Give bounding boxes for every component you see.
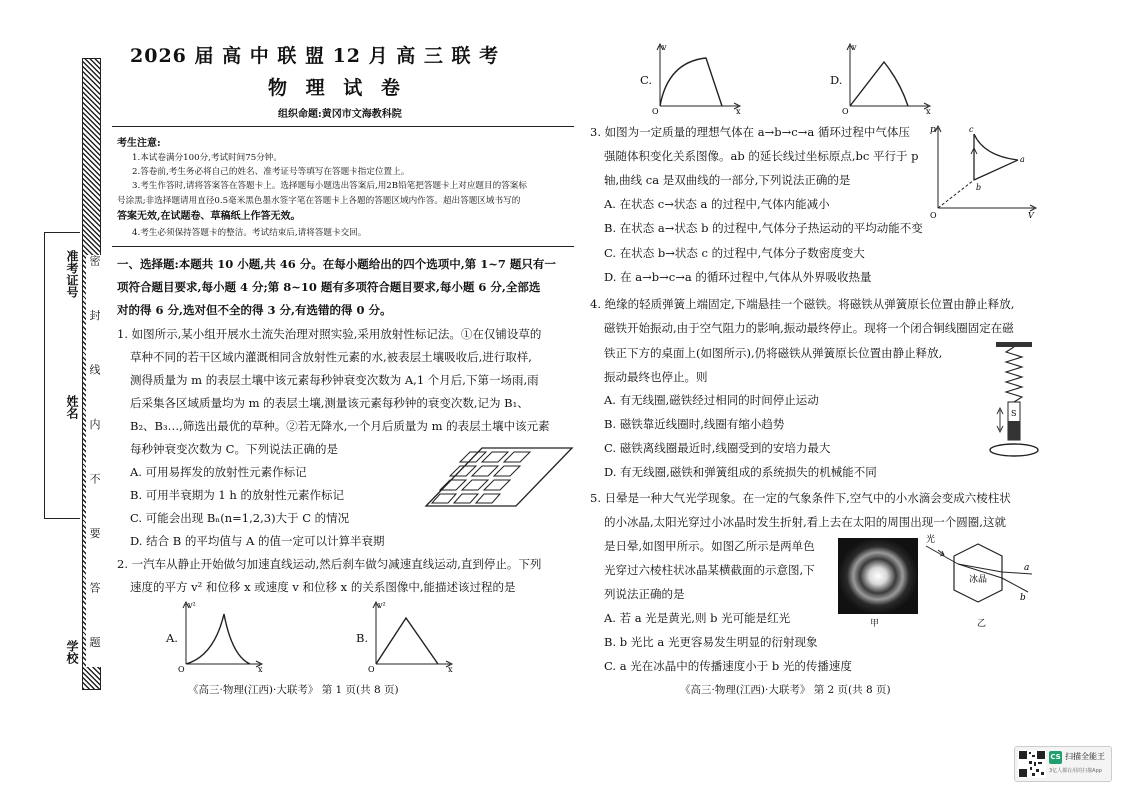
- notice-item-3: 3.考生作答时,请将答案答在答题卡上。选择题每小题选出答案后,用2B铅笔把答题卡上对应题目的答案标: [132, 181, 527, 191]
- q4-option-c: C. 磁铁离线圈最近时,线圈受到的安培力最大: [604, 441, 831, 455]
- notice-item-2: 2.答卷前,考生务必将自己的姓名、准考证号等填写在答题卡指定位置上。: [132, 167, 410, 177]
- svg-text:x: x: [258, 665, 263, 674]
- svg-text:V: V: [1028, 211, 1034, 220]
- notice-rule: [112, 246, 574, 247]
- svg-text:v: v: [852, 43, 857, 52]
- q5-ice-crystal-diagram: [924, 534, 1036, 624]
- q4-line-2: 磁铁开始振动,由于空气阻力的影响,振动最终停止。现将一个闭合铜线圈固定在磁: [604, 321, 1014, 335]
- q2-graph-a: [176, 598, 266, 674]
- q1-line-5: B₂、B₃…,筛选出最优的草种。②若无降水,一个月后质量为 m 的表层土壤中该元素: [130, 419, 550, 433]
- q1-line-3: 测得质量为 m 的表层土壤中该元素每秒钟衰变次数为 A,1 个月后,下第一场雨,雨: [130, 373, 539, 387]
- q4-spring-magnet-figure: [986, 338, 1046, 462]
- header-rule: [112, 126, 574, 127]
- notice-item-4: 4.考生必须保持答题卡的整洁。考试结束后,请将答题卡交回。: [132, 228, 367, 238]
- q5-line-2: 的小冰晶,太阳光穿过小冰晶时发生折射,看上去在太阳的周围出现一个圆圈,这就: [604, 515, 1006, 529]
- q3-line-2: 强随体积变化关系图像。ab 的延长线过坐标原点,bc 平行于 p: [604, 149, 919, 163]
- svg-text:O: O: [368, 665, 375, 674]
- q5-line-1: 5. 日晕是一种大气光学现象。在一定的气象条件下,空气中的小水滴会变成六棱柱状: [590, 491, 1011, 505]
- section1-line-2: 项符合题目要求,每小题 4 分;第 8~10 题有多项符合题目要求,每小题 6 分,全部选: [117, 280, 541, 294]
- svg-text:v²: v²: [188, 601, 196, 610]
- svg-text:x: x: [448, 665, 453, 674]
- svg-text:x: x: [736, 107, 741, 116]
- svg-text:x: x: [926, 107, 931, 116]
- organizer-line: 组织命题:黄冈市文海教科院: [278, 109, 402, 120]
- q2-graph-c-label: C.: [640, 73, 653, 87]
- q4-option-b: B. 磁铁靠近线圈时,线圈有缩小趋势: [604, 417, 785, 431]
- scanner-app-icon: CS: [1049, 751, 1062, 764]
- q4-line-3: 铁正下方的桌面上(如图所示),仍将磁铁从弹簧原长位置由静止释放,: [604, 346, 943, 360]
- q5-line-3: 是日晕,如图甲所示。如图乙所示是两单色: [604, 539, 815, 553]
- ice-label: 冰晶: [968, 575, 988, 585]
- qr-code-icon: [1018, 750, 1046, 778]
- q1-grass-plot-figure: [420, 440, 580, 512]
- svg-text:O: O: [930, 211, 937, 220]
- section1-line-3: 对的得 6 分,选对但不全的得 3 分,有选错的得 0 分。: [117, 303, 392, 317]
- q2-graph-b-label: B.: [356, 631, 369, 645]
- ray-b-label: b: [1020, 593, 1026, 603]
- q5-option-a: A. 若 a 光是黄光,则 b 光可能是红光: [604, 611, 791, 625]
- q2-line-1: 2. 一汽车从静止开始做匀加速直线运动,然后刹车做匀减速直线运动,直到停止。下列: [117, 557, 542, 571]
- q2-line-2: 速度的平方 v² 和位移 x 或速度 v 和位移 x 的关系图像中,能描述该过程的是: [130, 580, 516, 594]
- svg-text:O: O: [178, 665, 185, 674]
- svg-text:S: S: [1011, 409, 1017, 418]
- notice-item-3-cont: 号涂黑;非选择题请用直径0.5毫米黑色墨水签字笔在答题卡上各题的答题区域内作答。超出答题区域书写的: [117, 196, 521, 206]
- ray-a-label: a: [1024, 563, 1030, 573]
- school-label: 学校: [65, 640, 79, 664]
- q1-option-d: D. 结合 B 的平均值与 A 的值一定可以计算半衰期: [130, 534, 385, 548]
- q2-graph-b: [366, 598, 456, 674]
- section1-line-1: 一、选择题:本题共 10 小题,共 46 分。在每小题给出的四个选项中,第 1~7 题只有一: [117, 257, 556, 271]
- q5-line-5: 列说法正确的是: [604, 587, 685, 601]
- q5-option-c: C. a 光在冰晶中的传播速度小于 b 光的传播速度: [604, 659, 852, 673]
- exam-title: 2026 届 高 中 联 盟 12 月 高 三 联 考: [130, 45, 500, 67]
- svg-text:c: c: [969, 125, 974, 134]
- svg-text:v: v: [662, 43, 667, 52]
- q5-line-4: 光穿过六棱柱状冰晶某横截面的示意图,下: [604, 563, 815, 577]
- q5-halo-photo: [838, 538, 918, 614]
- q3-option-c: C. 在状态 b→状态 c 的过程中,气体分子数密度变大: [604, 246, 865, 260]
- notice-item-3-end: 答案无效,在试题卷、草稿纸上作答无效。: [117, 211, 301, 222]
- light-label: 光: [926, 535, 936, 545]
- name-label: 姓名: [65, 395, 79, 419]
- svg-text:p: p: [930, 125, 936, 135]
- q1-line-2: 草种不同的若干区域内灌溉相同含放射性元素的水,被表层土壤吸收后,进行取样,: [130, 350, 532, 364]
- scanner-tagline: 3亿人都在用的扫描App: [1049, 768, 1102, 774]
- q3-line-1: 3. 如图为一定质量的理想气体在 a→b→c→a 循环过程中气体压: [590, 125, 910, 139]
- svg-text:v²: v²: [378, 601, 386, 610]
- q5-option-b: B. b 光比 a 光更容易发生明显的衍射现象: [604, 635, 818, 649]
- q4-line-1: 4. 绝缘的轻质弹簧上端固定,下端悬挂一个磁铁。将磁铁从弹簧原长位置由静止释放,: [590, 297, 1015, 311]
- notice-item-1: 1.本试卷满分100分,考试时间75分钟。: [132, 153, 282, 163]
- q3-line-3: 轴,曲线 ca 是双曲线的一部分,下列说法正确的是: [604, 173, 851, 187]
- page1-footer: 《高三·物理(江西)·大联考》 第 1 页(共 8 页): [188, 684, 399, 696]
- q2-graph-c: [650, 40, 745, 116]
- q2-graph-d-label: D.: [830, 73, 843, 87]
- q2-graph-a-label: A.: [166, 631, 178, 645]
- q4-line-4: 振动最终也停止。则: [604, 370, 708, 384]
- q1-option-a: A. 可用易挥发的放射性元素作标记: [130, 465, 307, 479]
- q1-line-1: 1. 如图所示,某小组开展水土流失治理对照实验,采用放射性标记法。①在仅铺设草的: [117, 327, 542, 341]
- q5-fig-jia-label: 甲: [870, 619, 880, 629]
- q4-option-d: D. 有无线圈,磁铁和弹簧组成的系统损失的机械能不同: [604, 465, 877, 479]
- q1-line-4: 后采集各区域质量均为 m 的表层土壤,测量该元素每秒钟的衰变次数,记为 B₁、: [130, 396, 529, 410]
- q3-option-d: D. 在 a→b→c→a 的循环过程中,气体从外界吸收热量: [604, 270, 872, 284]
- seal-line-text: 密 封 线 内 不 要 答 题: [88, 255, 101, 668]
- q4-option-a: A. 有无线圈,磁铁经过相同的时间停止运动: [604, 393, 819, 407]
- page2-footer: 《高三·物理(江西)·大联考》 第 2 页(共 8 页): [680, 684, 891, 696]
- svg-text:a: a: [1020, 155, 1025, 164]
- q2-graph-d: [840, 40, 935, 116]
- q5-fig-yi-label: 乙: [977, 619, 987, 629]
- svg-text:b: b: [976, 183, 982, 192]
- exam-id-label: 准考证号: [65, 250, 79, 298]
- q3-option-b: B. 在状态 a→状态 b 的过程中,气体分子热运动的平均动能不变: [604, 221, 923, 235]
- scanner-brand: 扫描全能王: [1065, 752, 1105, 761]
- notice-title: 考生注意:: [117, 138, 161, 149]
- scanner-watermark: [1014, 746, 1112, 782]
- q3-pv-diagram: [930, 120, 1042, 220]
- svg-text:O: O: [652, 107, 659, 116]
- q3-option-a: A. 在状态 c→状态 a 的过程中,气体内能减小: [604, 197, 830, 211]
- q1-line-6: 每秒钟衰变次数为 C。下列说法正确的是: [130, 442, 338, 456]
- svg-text:O: O: [842, 107, 849, 116]
- q1-option-c: C. 可能会出现 Bₙ(n=1,2,3)大于 C 的情况: [130, 511, 350, 525]
- subject-title: 物 理 试 卷: [268, 77, 406, 99]
- q1-option-b: B. 可用半衰期为 1 h 的放射性元素作标记: [130, 488, 344, 502]
